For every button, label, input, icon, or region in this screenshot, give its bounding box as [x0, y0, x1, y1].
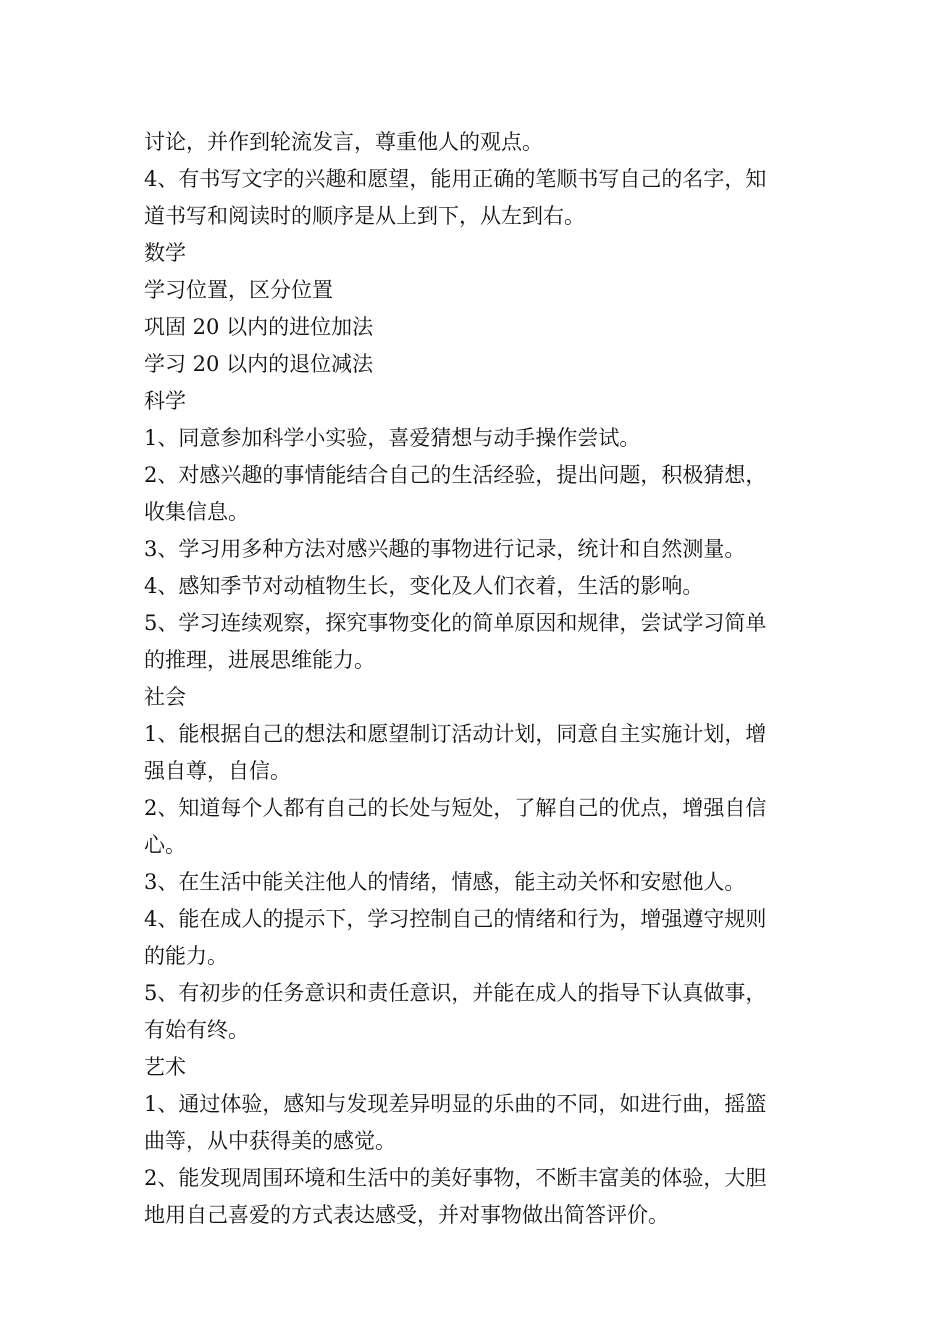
text-line: 地用自己喜爱的方式表达感受，并对事物做出简答评价。 [144, 1203, 669, 1227]
text-line: 4、能在成人的提示下，学习控制自己的情绪和行为，增强遵守规则 [144, 907, 767, 931]
text-line: 3、学习用多种方法对感兴趣的事物进行记录，统计和自然测量。 [144, 537, 746, 561]
text-line: 1、能根据自己的想法和愿望制订活动计划，同意自主实施计划，增 [144, 722, 767, 746]
text-line: 学习位置，区分位置 [144, 278, 333, 302]
text-line: 5、学习连续观察，探究事物变化的简单原因和规律，尝试学习简单 [144, 611, 767, 635]
section-heading-art: 艺术 [144, 1055, 186, 1079]
document-page [144, 124, 809, 1234]
text-line: 学习 20 以内的退位减法 [144, 352, 374, 376]
text-line: 5、有初步的任务意识和责任意识，并能在成人的指导下认真做事， [144, 981, 767, 1005]
text-line: 强自尊，自信。 [144, 759, 291, 783]
text-line: 讨论，并作到轮流发言，尊重他人的观点。 [144, 130, 543, 154]
text-line: 道书写和阅读时的顺序是从上到下，从左到右。 [144, 204, 585, 228]
text-line: 1、同意参加科学小实验，喜爱猜想与动手操作尝试。 [144, 426, 641, 450]
text-line: 2、知道每个人都有自己的长处与短处，了解自己的优点，增强自信 [144, 796, 767, 820]
text-line: 的能力。 [144, 944, 228, 968]
text-line: 曲等，从中获得美的感觉。 [144, 1129, 396, 1153]
text-line: 有始有终。 [144, 1018, 249, 1042]
text-line: 2、对感兴趣的事情能结合自己的生活经验，提出问题，积极猜想， [144, 463, 767, 487]
text-line: 心。 [144, 833, 186, 857]
text-line: 收集信息。 [144, 500, 249, 524]
text-line: 的推理，进展思维能力。 [144, 648, 375, 672]
text-line: 2、能发现周围环境和生活中的美好事物，不断丰富美的体验，大胆 [144, 1166, 767, 1190]
text-line: 3、在生活中能关注他人的情绪，情感，能主动关怀和安慰他人。 [144, 870, 746, 894]
section-heading-math: 数学 [144, 241, 186, 265]
text-line: 1、通过体验，感知与发现差异明显的乐曲的不同，如进行曲，摇篮 [144, 1092, 767, 1116]
text-line: 巩固 20 以内的进位加法 [144, 315, 374, 339]
section-heading-society: 社会 [144, 685, 186, 709]
text-line: 4、感知季节对动植物生长，变化及人们衣着，生活的影响。 [144, 574, 704, 598]
text-line: 4、有书写文字的兴趣和愿望，能用正确的笔顺书写自己的名字，知 [144, 167, 767, 191]
section-heading-science: 科学 [144, 389, 186, 413]
